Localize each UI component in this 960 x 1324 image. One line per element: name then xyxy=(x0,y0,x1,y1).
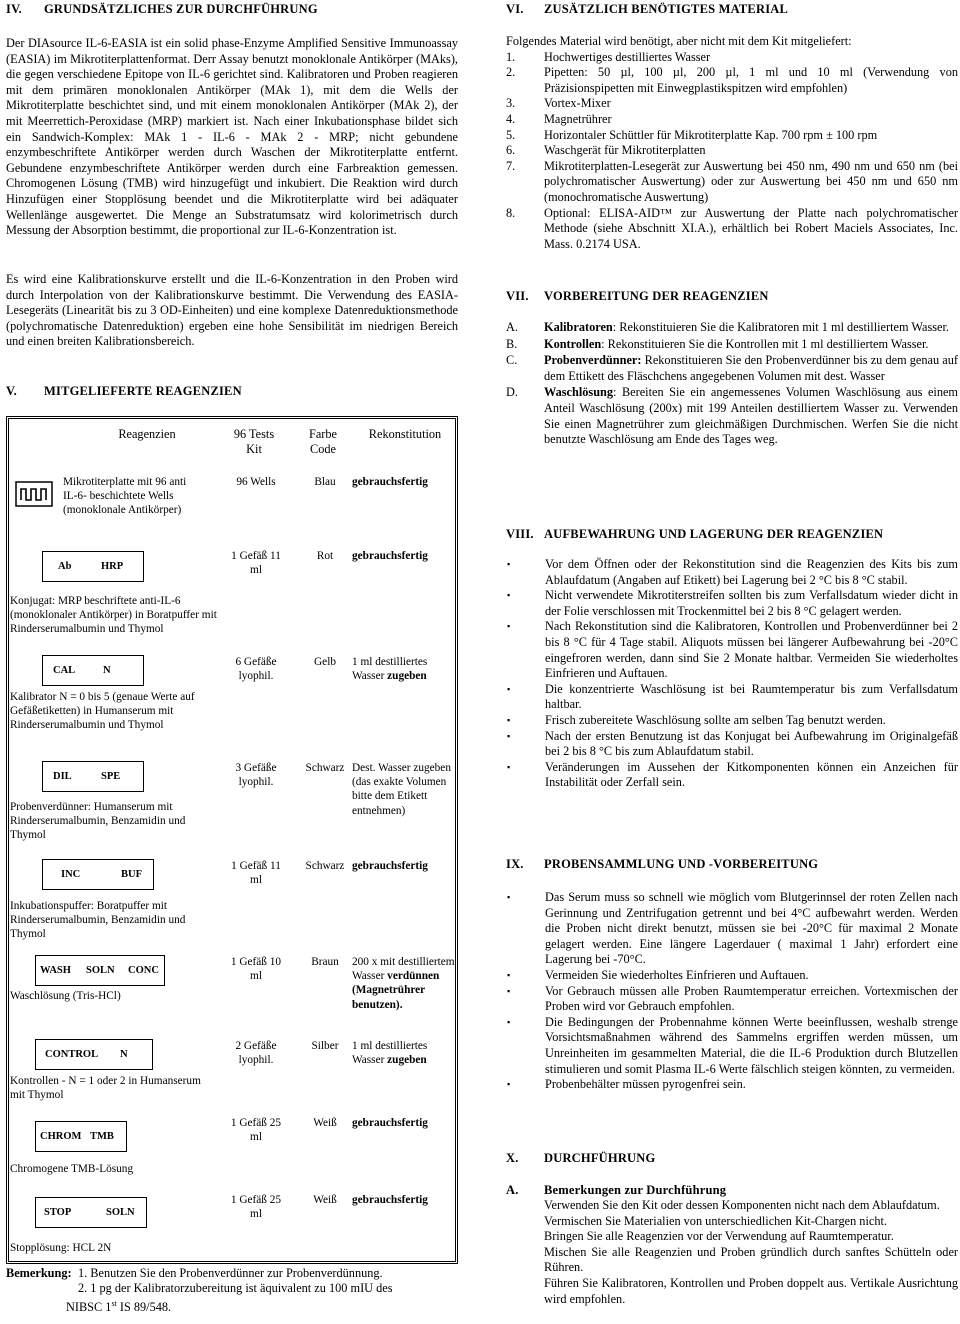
list-item: 1. Hochwertiges destilliertes Wasser xyxy=(506,49,711,64)
list-item: B. Kontrollen: Rekonstituieren Sie die Kontrollen mit 1 ml destilliertem Wasser. xyxy=(506,336,929,351)
remark-nibsc-line: NIBSC 1st IS 89/548. xyxy=(66,1299,172,1315)
reagent-reconstitution: 1 ml destilliertes Wasser zugeben xyxy=(352,656,428,683)
list-item: 7. Mikrotiterplatten-Lesegerät zur Auswertung bei 450 nm, 490 nm und 650 nm (bei polychromatischer Auswertung) oder zur Auswertung bei 450 nm und 650 nm (monochromatische Auswertung) xyxy=(506,158,958,204)
bullet-icon: ▪ xyxy=(507,621,511,632)
reagent-reconstitution: gebrauchsfertig xyxy=(352,550,428,562)
reagent-color: Silber xyxy=(311,1040,339,1052)
header-tests-kit: 96 Tests Kit xyxy=(233,427,275,456)
list-item: ▪ Vor Gebrauch müssen alle Proben Raumtemperatur erreichen. Vortexmischen der Proben wird vor Gebrauch empfohlen. xyxy=(507,983,958,1014)
remark-line: Vermischen Sie Materialien von unterschiedlichen Kit-Chargen nicht. xyxy=(544,1213,887,1228)
section-vii-heading: VII. VORBEREITUNG DER REAGENZIEN xyxy=(506,289,769,303)
reagent-label-box: CONTROL N xyxy=(35,1039,153,1070)
remark-line: Bringen Sie alle Reagenzien vor der Verwendung auf Raumtemperatur. xyxy=(544,1229,894,1244)
list-item: 2. Pipetten: 50 µl, 100 µl, 200 µl, 1 ml und 10 ml (Verwendung von Präzisionspipetten mit Einwegplastikspitzen wird empfohlen) xyxy=(506,65,958,95)
bullet-icon: ▪ xyxy=(507,985,511,996)
reagent-count: 6 Gefäße lyophil. xyxy=(235,656,277,683)
reagent-description: Waschlösung (Tris-HCl) xyxy=(10,990,121,1002)
reagent-color: Braun xyxy=(311,956,339,968)
bullet-icon: ▪ xyxy=(507,730,511,741)
bullet-icon: ▪ xyxy=(507,714,511,725)
reagent-reconstitution: gebrauchsfertig xyxy=(352,1117,428,1129)
reagent-description: Stopplösung: HCL 2N xyxy=(10,1242,112,1254)
remark-line: Mischen Sie alle Reagenzien und Proben gründlich durch sanftes Schütteln oder Rühren. xyxy=(544,1244,958,1275)
list-item: ▪ Die Bedingungen der Probennahme können Werte beeinflussen, weshalb strenge Vorsichtsmaßnahmen während des Sammelns ergriffen werden müssen, um Unreinheiten im gesammelten Material, die die IL-6 Produktion durch Blutzellen stimulieren und somit Plasma IL-6 Werte fälschlich steigen könnten, zu vermeiden. xyxy=(507,1014,958,1076)
reagent-color: Gelb xyxy=(314,656,336,668)
bullet-icon: ▪ xyxy=(507,1016,511,1027)
section-iv-heading: IV. GRUNDSÄTZLICHES ZUR DURCHFÜHRUNG xyxy=(6,2,318,16)
section-v-heading: V. MITGELIEFERTE REAGENZIEN xyxy=(6,384,242,398)
reagent-color: Schwarz xyxy=(305,762,345,774)
list-item: 3. Vortex-Mixer xyxy=(506,96,611,111)
reagent-count: 2 Gefäße lyophil. xyxy=(235,1040,277,1067)
list-item: D. Waschlösung: Bereiten Sie ein angemessenes Volumen Waschlösung aus einem Anteil Waschlösung (200x) mit 199 Anteilen destilliertem Wasser zu. Verwenden Sie einen Magnetrührer zum gleichmäßigen Durchmischen. Werfen Sie die nicht benutzte Waschlösung am Ende des Tages weg. xyxy=(506,385,958,447)
reagent-remark: Bemerkung: 1. Benutzen Sie den Probenverdünner zur Probenverdünnung. 2. 1 pg der Kalibratorzubereitung ist äquivalent zu 100 mIU des NIBSC 1st IS 89/548. xyxy=(6,1266,458,1315)
list-item: ▪ Vermeiden Sie wiederholtes Einfrieren und Auftauen. xyxy=(507,967,809,982)
list-item: C. Probenverdünner: Rekonstituieren Sie den Probenverdünner bis zu dem genau auf dem Ettikett des Fläschchens angegebenen Volumen mit dest. Wasser xyxy=(506,353,958,383)
list-item: ▪ Veränderungen im Aussehen der Kitkomponenten können ein Anzeichen für Instabilität oder Zerfall sein. xyxy=(507,759,958,790)
list-item: ▪ Frisch zubereitete Waschlösung sollte am selben Tag benutzt werden. xyxy=(507,712,886,727)
section-ix-list xyxy=(506,890,958,1093)
reagent-count: 1 Gefäß 11 ml xyxy=(231,860,281,887)
reagent-description: Inkubationspuffer: Boratpuffer mit Rinderserumalbumin, Benzamidin und Thymol xyxy=(10,900,186,941)
list-item: ▪ Das Serum muss so schnell wie möglich vom Blutgerinnsel der roten Zellen nach Gerinnung und Zentrifugation getrennt und bei 4°C aufbewahrt werden. Werden die Proben nicht direkt benutzt, müssen sie bei -20°C für maximal 2 Monate gelagert werden. Eine längere Lagerdauer ( maximal 1 Jahr) erfordert eine Lagerung bei -70°C. xyxy=(507,890,958,967)
reagent-reconstitution: 1 ml destilliertes Wasser zugeben xyxy=(352,1040,428,1067)
list-item: ▪ Die konzentrierte Waschlösung ist bei Raumtemperatur bis zum Verfallsdatum haltbar. xyxy=(507,681,958,712)
reagent-color: Rot xyxy=(316,550,334,562)
reagent-label-box: Ab HRP xyxy=(42,551,144,582)
bullet-icon: ▪ xyxy=(507,761,511,772)
reagent-description: Mikrotiterplatte mit 96 anti IL-6- beschichtete Wells (monoklonale Antikörper) xyxy=(63,476,187,517)
reagent-color: Schwarz xyxy=(305,860,345,872)
section-ix-heading: IX. PROBENSAMMLUNG UND -VORBEREITUNG xyxy=(506,857,819,871)
remark-line: Führen Sie Kalibratoren, Kontrollen und Proben doppelt aus. Vertikale Ausrichtung wird empfohlen. xyxy=(544,1275,958,1306)
section-x-remarks xyxy=(544,1198,958,1307)
reagent-count: 96 Wells xyxy=(236,476,276,488)
reagent-reconstitution: gebrauchsfertig xyxy=(352,476,428,488)
reagent-label-box: INC BUF xyxy=(42,859,154,890)
reagent-description: Konjugat: MRP beschriftete anti-IL-6 (monoklonaler Antikörper) in Boratpuffer mit Rinderserumalbumin und Thymol xyxy=(10,595,217,636)
section-iv-paragraph-2: Es wird eine Kalibrationskurve erstellt und die IL-6-Konzentration in den Proben wird durch Interpolation von der Kalibrationskurve bestimmt. Die Verwendung des EASIA-Lesegeräts (Linearität bis zu 3 OD-Einheiten) und eine komplexe Datenreduktionsmethode (polychromatische Datenreduktion) ergeben eine hohe Sensibilität im niedrigen Bereich und einen breiten Kalibrationsbereich. xyxy=(6,272,458,349)
reagent-reconstitution: gebrauchsfertig xyxy=(352,1194,428,1206)
reagent-count: 1 Gefäß 10 ml xyxy=(230,956,282,983)
section-vi-list xyxy=(506,34,958,252)
header-reagenzien: Reagenzien xyxy=(118,427,176,441)
reagent-color: Weiß xyxy=(313,1194,337,1206)
reagent-count: 1 Gefäß 25 ml xyxy=(230,1194,282,1221)
microtiter-plate-icon xyxy=(15,481,53,507)
remark-line: Verwenden Sie den Kit oder dessen Komponenten nicht nach dem Ablaufdatum. xyxy=(544,1198,940,1212)
bullet-icon: ▪ xyxy=(507,683,511,694)
bullet-icon: ▪ xyxy=(507,559,511,569)
bullet-icon: ▪ xyxy=(507,892,511,902)
section-viii-list xyxy=(506,557,958,791)
section-vi-intro: Folgendes Material wird benötigt, aber nicht mit dem Kit mitgeliefert: xyxy=(506,34,852,48)
reagent-label-box: CAL N xyxy=(42,655,144,686)
reagent-color: Weiß xyxy=(313,1117,337,1129)
reagent-label-box: WASH SOLN CONC xyxy=(35,955,165,986)
bullet-icon: ▪ xyxy=(507,1079,511,1090)
bullet-icon: ▪ xyxy=(507,590,511,601)
section-vi-heading: VI. ZUSÄTZLICH BENÖTIGTES MATERIAL xyxy=(506,2,789,16)
reagent-reconstitution: 200 x mit destilliertem Wasser verdünnen (Magnetrührer benutzen). xyxy=(352,956,455,1011)
list-item: ▪ Nach der ersten Benutzung ist das Konjugat bei Aufbewahrung im Originalgefäß bei 2 bis 8 °C bis zum Ablaufdatum stabil. xyxy=(507,728,958,759)
list-item: ▪ Nicht verwendete Mikrotiterstreifen sollten bis zum Verfallsdatum wieder dicht in der Folie verschlossen mit Trockenmittel bei 2 bis 8 °C gelagert werden. xyxy=(507,588,958,618)
reagent-description: Kalibrator N = 0 bis 5 (genaue Werte auf Gefäßetiketten) in Humanserum mit Rinderserumalbumin und Thymol xyxy=(10,691,195,732)
list-item: 6. Waschgerät für Mikrotiterplatten xyxy=(506,143,706,158)
section-vii-list xyxy=(506,320,958,448)
reagent-count: 3 Gefäße lyophil. xyxy=(235,762,277,789)
reagent-description: Chromogene TMB-Lösung xyxy=(10,1163,134,1175)
header-farbe-code: Farbe Code xyxy=(309,427,337,456)
list-item: ▪ Probenbehälter müssen pyrogenfrei sein. xyxy=(507,1077,746,1092)
reagent-label-box: STOP SOLN xyxy=(35,1197,147,1228)
reagent-description: Probenverdünner: Humanserum mit Rinderserumalbumin, Benzamidin und Thymol xyxy=(10,801,186,842)
list-item: ▪ Nach Rekonstitution sind die Kalibratoren, Kontrollen und Probenverdünner bei 2 bis 8 °C für 4 Tage stabil. Aliquots müssen bei längerer Aufbewahrung bei -20°C eingefroren werden, dann sind Sie 2 Monate haltbar. Vermeiden Sie wiederholtes Einfrieren und Auftauen. xyxy=(507,619,958,681)
section-x-subheading: A. Bemerkungen zur Durchführung xyxy=(506,1183,727,1197)
reagent-reconstitution: gebrauchsfertig xyxy=(352,860,428,872)
reagent-label-box: CHROM TMB xyxy=(35,1121,127,1152)
reagent-reconstitution: Dest. Wasser zugeben (das exakte Volumen bitte dem Etikett entnehmen) xyxy=(352,762,451,817)
list-item: ▪ Vor dem Öffnen oder der Rekonstitution sind die Reagenzien des Kits bis zum Ablaufdatum (Angaben auf Etikett) bei Lagerung bei 2 °C bis 8 °C stabil. xyxy=(507,557,958,587)
list-item: A. Kalibratoren: Rekonstituieren Sie die Kalibratoren mit 1 ml destilliertem Wasser. xyxy=(506,320,949,334)
bullet-icon: ▪ xyxy=(507,969,511,980)
reagent-count: 1 Gefäß 25 ml xyxy=(230,1117,282,1144)
reagents-table xyxy=(6,416,458,1264)
section-viii-heading: VIII. AUFBEWAHRUNG UND LAGERUNG DER REAGENZIEN xyxy=(506,527,884,541)
section-x-heading: X. DURCHFÜHRUNG xyxy=(506,1151,656,1165)
reagent-count: 1 Gefäß 11 ml xyxy=(231,550,281,577)
reagent-description: Kontrollen - N = 1 oder 2 in Humanserum mit Thymol xyxy=(10,1075,201,1102)
reagent-label-box: DIL SPE xyxy=(42,761,144,792)
list-item: 4. Magnetrührer xyxy=(506,111,612,126)
list-item: 5. Horizontaler Schüttler für Mikrotiterplatte Kap. 700 rpm ± 100 rpm xyxy=(506,127,878,142)
header-rekonstitution: Rekonstitution xyxy=(368,427,442,441)
section-iv-paragraph-1: Der DIAsource IL-6-EASIA ist ein solid phase-Enzyme Amplified Sensitive Immunoassay (EASIA) im Mikrotiterplattenformat. Derr Assay benutzt monoklonale Antikörper (MAks), die gegen verschiedene Epitope von IL-6 gerichtet sind. Kalibratoren und Proben reagieren mit dem primären monoklonalen Antikörper (MAk 1), mit dem die Wells der Mikrotiterplatte beschichtet sind, und mit einem monoklonalen Antikörper (MAk 2), der mit Meerrettich-Peroxidase (MRP) markiert ist. Nach einer Inkubationsphase bildet sich ein Sandwich-Komplex: MAk 1 - IL-6 - MAk 2 - MRP; nicht gebundene enzymbeschriftete Antikörper werden durch Waschen der Mikrotiterplatte entfernt. Gebundene enzymbeschriftete Antikörper werden durch eine Farbreaktion gemessen. Chromogenen Lösung (TMB) wird hinzugefügt und inkubiert. Die Reaktion wird durch Hinzufügen einer Stopplösung beendet und die Mikrotiterplatte wird bei adäquater Wellenlänge ausgewertet. Die Menge an Substratumsatz wird kolorimetrisch durch Messung der Absorption bestimmt, die proportional zur IL-6-Konzentration ist. xyxy=(6,36,458,238)
reagent-color: Blau xyxy=(314,476,336,488)
list-item: 8. Optional: ELISA-AID™ zur Auswertung der Platte nach polychromatischer Methode (siehe Abschnitt XI.A.), erhältlich bei Robert Maciels Associates, Inc. Mass. 0.2174 USA. xyxy=(506,205,958,251)
